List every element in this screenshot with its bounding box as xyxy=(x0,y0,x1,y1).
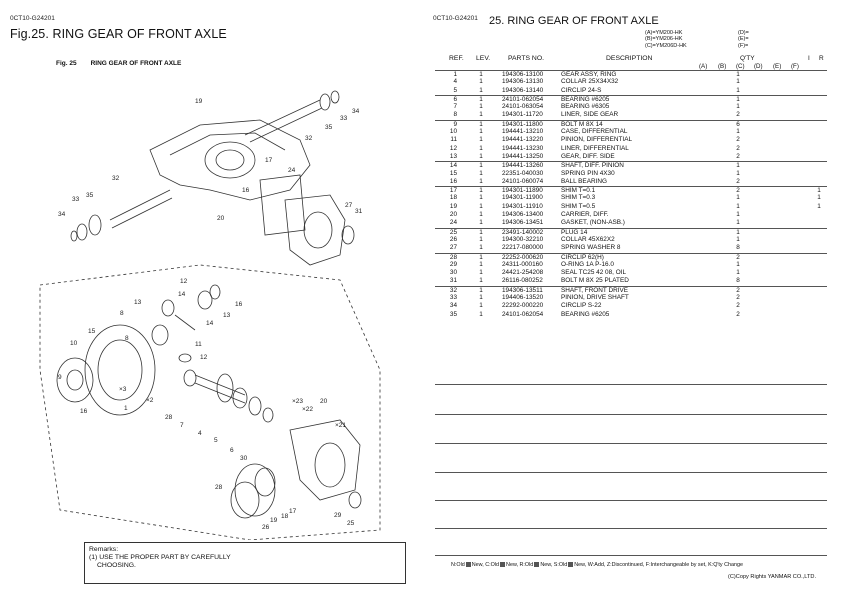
callout-label: 30 xyxy=(240,455,248,462)
callout-label: 34 xyxy=(352,108,360,115)
cell-desc: PINION, DRIVE SHAFT xyxy=(561,294,629,302)
cell-lev: 1 xyxy=(479,78,483,86)
cell-desc: PINION, DIFFERENTIAL xyxy=(561,136,633,144)
cell-pn: 194306-13511 xyxy=(502,286,543,294)
cell-pn: 194306-13130 xyxy=(502,78,544,86)
callout-label: 12 xyxy=(180,278,188,285)
old-new-icon xyxy=(568,562,573,567)
table-row xyxy=(435,87,827,95)
qty-col-a: (A) xyxy=(699,63,708,70)
callout-label: ×21 xyxy=(335,422,347,429)
callout-label: 20 xyxy=(217,215,225,222)
variant: (A)=YM200-HK xyxy=(645,30,683,36)
cell-lev: 1 xyxy=(479,286,483,294)
callout-label: ×22 xyxy=(302,406,314,413)
ring-gear xyxy=(85,325,155,415)
cell-desc: BOLT M 8X 25 PLATED xyxy=(561,277,629,285)
cell-ref: 7 xyxy=(453,103,457,111)
cell-qty: 1 xyxy=(736,219,740,227)
figure-caption-text: RING GEAR OF FRONT AXLE xyxy=(90,60,182,67)
cell-qty: 8 xyxy=(736,244,740,252)
cell-lev: 1 xyxy=(479,136,483,144)
table-row xyxy=(435,128,827,136)
table-row xyxy=(435,186,827,194)
cell-ref: 26 xyxy=(449,235,457,243)
cell-lev: 1 xyxy=(479,235,483,243)
cell-lev: 1 xyxy=(479,269,483,277)
callout-label: 24 xyxy=(288,167,296,174)
variant: (D)= xyxy=(738,30,749,36)
callout-label: ×2 xyxy=(146,397,154,404)
cell-desc: SHIM T=0.3 xyxy=(561,194,596,202)
callout-label: 9 xyxy=(58,374,62,381)
cell-qty: 1 xyxy=(736,260,740,268)
col-header-description: DESCRIPTION xyxy=(606,55,653,62)
cell-lev: 1 xyxy=(479,294,483,302)
table-row xyxy=(435,294,827,302)
cell-qty: 2 xyxy=(736,286,740,294)
cell-desc: GEAR, DIFF. SIDE xyxy=(561,152,615,160)
variant: (C)=YM206D-HK xyxy=(645,42,687,49)
callout-label: 25 xyxy=(347,520,355,527)
cell-qty: 2 xyxy=(736,177,740,185)
cell-desc: SPRING PIN 4X30 xyxy=(561,169,615,177)
table-row xyxy=(435,103,827,111)
cell-pn: 194441-13230 xyxy=(502,144,544,152)
old-new-icon xyxy=(534,562,539,567)
col-header-lev: LEV. xyxy=(476,55,491,62)
remarks-title: Remarks: xyxy=(89,546,119,553)
cell-pn: 24101-062054 xyxy=(502,95,544,103)
cell-lev: 1 xyxy=(479,310,483,318)
cell-lev: 1 xyxy=(479,253,483,261)
callout-label: 16 xyxy=(235,301,243,308)
cell-qty: 1 xyxy=(736,71,740,78)
cell-pn: 194300-32210 xyxy=(502,235,544,243)
callout-label: 6 xyxy=(230,447,234,454)
callout-label: 17 xyxy=(289,508,297,515)
blank-row-line xyxy=(435,472,827,473)
table-row xyxy=(435,203,827,211)
cell-pn: 22292-000220 xyxy=(502,302,544,310)
table-row xyxy=(435,78,827,86)
cell-pn: 22252-000620 xyxy=(502,253,544,261)
col-header-parts-no: PARTS NO. xyxy=(508,55,545,62)
cell-qty: 2 xyxy=(736,136,740,144)
callout-label: 35 xyxy=(86,192,94,199)
cell-ref: 4 xyxy=(453,78,457,86)
cell-qty: 1 xyxy=(736,78,740,86)
cell-r: 1 xyxy=(817,194,821,202)
callout-label: ×23 xyxy=(292,398,304,405)
blank-row-line xyxy=(435,443,827,444)
callout-label: 7 xyxy=(180,422,184,429)
doc-code: 0CT10-G24201 xyxy=(10,15,55,22)
callout-label: 13 xyxy=(223,312,231,319)
cell-ref: 35 xyxy=(449,310,457,318)
cell-lev: 1 xyxy=(479,194,483,202)
cell-desc: BEARING #6205 xyxy=(561,95,610,103)
cell-desc: SHAFT, DIFF. PINION xyxy=(561,162,624,170)
diff-carrier xyxy=(285,195,345,265)
callout-label: 33 xyxy=(340,115,348,122)
cell-qty: 1 xyxy=(736,169,740,177)
cell-pn: 194441-13210 xyxy=(502,128,544,136)
page-title: 25. RING GEAR OF FRONT AXLE xyxy=(489,15,659,27)
legend-part: New, R:Old xyxy=(506,562,534,568)
table-row xyxy=(435,211,827,219)
table-row xyxy=(435,194,827,202)
cell-qty: 1 xyxy=(736,128,740,136)
parts-table xyxy=(435,70,827,319)
cell-pn: 194301-11800 xyxy=(502,120,543,128)
cell-ref: 25 xyxy=(449,228,457,236)
cell-qty: 2 xyxy=(736,310,740,318)
cell-ref: 28 xyxy=(449,253,457,261)
cell-lev: 1 xyxy=(479,86,483,94)
cell-pn: 194306-13400 xyxy=(502,211,544,219)
cell-ref: 34 xyxy=(449,302,457,310)
cell-desc: COLLAR 25X34X32 xyxy=(561,78,619,86)
cell-ref: 13 xyxy=(449,152,457,160)
callout-label: 27 xyxy=(345,202,353,209)
cell-r: 1 xyxy=(817,187,821,195)
cell-pn: 24101-060074 xyxy=(502,177,544,185)
table-row xyxy=(435,236,827,244)
cell-qty: 6 xyxy=(736,120,740,128)
cell-qty: 1 xyxy=(736,235,740,243)
callout-label: 15 xyxy=(88,328,96,335)
blank-row-line xyxy=(435,555,827,556)
remarks-line: (1) USE THE PROPER PART BY CAREFULLY xyxy=(89,554,231,561)
cell-lev: 1 xyxy=(479,120,483,128)
cell-ref: 9 xyxy=(453,120,457,128)
cell-ref: 5 xyxy=(453,86,457,94)
old-new-icon xyxy=(466,562,471,567)
cell-qty: 2 xyxy=(736,111,740,119)
callout-label: 5 xyxy=(214,437,218,444)
cell-desc: LINER, SIDE GEAR xyxy=(561,111,619,119)
callout-label: 12 xyxy=(200,354,208,361)
cell-lev: 1 xyxy=(479,219,483,227)
cell-qty: 2 xyxy=(736,144,740,152)
cell-qty: 2 xyxy=(736,294,740,302)
qty-col-e: (E) xyxy=(773,63,782,70)
cell-desc: PLUG 14 xyxy=(561,228,588,236)
cell-ref: 20 xyxy=(449,211,457,219)
table-row xyxy=(435,261,827,269)
remarks-line: CHOOSING. xyxy=(97,562,136,569)
qty-col-d: (D) xyxy=(754,63,763,70)
cell-desc: BEARING #6205 xyxy=(561,310,610,318)
callout-label: 1 xyxy=(124,405,128,412)
cell-ref: 11 xyxy=(450,136,457,144)
cell-desc: CIRCLIP S-22 xyxy=(561,302,602,310)
cell-lev: 1 xyxy=(479,177,483,185)
figure-number: Fig. 25 xyxy=(56,60,77,67)
callout-label: 35 xyxy=(325,124,333,131)
cell-qty: 1 xyxy=(736,194,740,202)
cell-ref: 30 xyxy=(449,269,457,277)
legend-part: New, S:Old xyxy=(540,562,568,568)
cell-desc: O-RING 1A P-16.0 xyxy=(561,260,614,268)
cell-qty: 2 xyxy=(736,302,740,310)
callout-label: 32 xyxy=(305,135,313,142)
table-row xyxy=(435,120,827,128)
cell-lev: 1 xyxy=(479,202,483,210)
cell-r: 1 xyxy=(817,202,821,210)
cell-lev: 1 xyxy=(479,103,483,111)
cell-lev: 1 xyxy=(479,260,483,268)
cell-ref: 10 xyxy=(449,128,457,136)
col-header-i: I xyxy=(808,55,810,62)
model-variants xyxy=(645,30,687,49)
cell-desc: BEARING #6305 xyxy=(561,103,610,111)
cell-desc: SPRING WASHER 8 xyxy=(561,244,621,252)
cell-ref: 29 xyxy=(449,260,457,268)
cell-pn: 24101-063054 xyxy=(502,103,544,111)
cell-desc: CASE, DIFFERENTIAL xyxy=(561,128,628,136)
table-row xyxy=(435,244,827,252)
cell-desc: LINER, DIFFERENTIAL xyxy=(561,144,629,152)
qty-col-c: (C) xyxy=(736,63,745,70)
cell-desc: SHIM T=0.1 xyxy=(561,187,596,195)
callout-label: 10 xyxy=(70,340,78,347)
cell-pn: 194406-13520 xyxy=(502,294,544,302)
cell-desc: CIRCLIP 62(H) xyxy=(561,253,604,261)
callout-label: 18 xyxy=(281,513,289,520)
cell-ref: 1 xyxy=(453,71,457,78)
cell-pn: 194301-11900 xyxy=(502,194,543,202)
variant: (B)=YM206-HK xyxy=(645,36,683,43)
cell-qty: 1 xyxy=(736,86,740,94)
right-page xyxy=(421,0,842,596)
gasket xyxy=(260,175,305,235)
callout-label: 13 xyxy=(134,299,142,306)
cell-pn: 24311-000160 xyxy=(502,260,543,268)
cell-lev: 1 xyxy=(479,128,483,136)
figure-caption xyxy=(56,60,181,67)
legend-part: N:Old xyxy=(451,562,465,568)
cell-lev: 1 xyxy=(479,162,483,170)
cell-ref: 8 xyxy=(453,111,457,119)
table-row xyxy=(435,277,827,285)
callout-label: 26 xyxy=(262,524,270,531)
cell-desc: BALL BEARING xyxy=(561,177,607,185)
qty-col-b: (B) xyxy=(718,63,727,70)
cell-ref: 16 xyxy=(449,177,457,185)
cell-qty: 1 xyxy=(736,269,740,277)
cell-pn: 194301-11890 xyxy=(502,187,543,195)
callout-label: 29 xyxy=(334,512,342,519)
table-row xyxy=(435,153,827,161)
cell-qty: 2 xyxy=(736,152,740,160)
table-row xyxy=(435,219,827,227)
callout-label: 11 xyxy=(195,341,202,348)
cell-pn: 26116-080252 xyxy=(502,277,543,285)
cell-qty: 1 xyxy=(736,228,740,236)
callout-label: 31 xyxy=(355,208,363,215)
axle-housing xyxy=(150,120,310,200)
blank-row-line xyxy=(435,414,827,415)
qty-col-f: (F) xyxy=(791,63,799,70)
cell-ref: 15 xyxy=(449,169,457,177)
callout-label: 34 xyxy=(58,211,66,218)
cell-desc: COLLAR 45X62X2 xyxy=(561,235,615,243)
cell-lev: 1 xyxy=(479,228,483,236)
cell-desc: GEAR ASSY, RING xyxy=(561,71,617,78)
cell-desc: SEAL TC25 42 08, OIL xyxy=(561,269,627,277)
cell-ref: 14 xyxy=(449,162,457,170)
callout-label: 16 xyxy=(80,408,88,415)
table-row xyxy=(435,161,827,169)
table-row xyxy=(435,228,827,236)
col-header-qty: Q'TY xyxy=(740,55,755,62)
table-row xyxy=(435,269,827,277)
cell-ref: 24 xyxy=(449,219,457,227)
old-new-icon xyxy=(500,562,505,567)
figure-title: Fig.25. RING GEAR OF FRONT AXLE xyxy=(10,27,227,41)
callout-label: 33 xyxy=(72,196,80,203)
cell-desc: SHAFT, FRONT DRIVE xyxy=(561,286,628,294)
table-row xyxy=(435,170,827,178)
callout-label: 28 xyxy=(215,484,223,491)
cell-pn: 194306-13100 xyxy=(502,71,544,78)
callout-label: 4 xyxy=(198,430,202,437)
callout-label: 16 xyxy=(242,187,250,194)
col-header-r: R xyxy=(819,55,824,62)
cell-pn: 194306-13140 xyxy=(502,86,544,94)
model-variants-extra xyxy=(738,30,749,49)
callout-label: 14 xyxy=(178,291,186,298)
cell-pn: 194441-13250 xyxy=(502,152,544,160)
cell-lev: 1 xyxy=(479,211,483,219)
cell-desc: CARRIER, DIFF. xyxy=(561,211,609,219)
cell-qty: 1 xyxy=(736,95,740,103)
cell-lev: 1 xyxy=(479,169,483,177)
cell-ref: 6 xyxy=(453,95,457,103)
cell-lev: 1 xyxy=(479,95,483,103)
cell-pn: 194441-13220 xyxy=(502,136,544,144)
cell-desc: BOLT M 8X 14 xyxy=(561,120,603,128)
cell-lev: 1 xyxy=(479,144,483,152)
cell-ref: 12 xyxy=(449,144,457,152)
cell-pn: 24421-254208 xyxy=(502,269,544,277)
cell-ref: 19 xyxy=(449,202,457,210)
cell-lev: 1 xyxy=(479,302,483,310)
cell-lev: 1 xyxy=(479,277,483,285)
cell-qty: 2 xyxy=(736,253,740,261)
cell-pn: 24101-062054 xyxy=(502,310,544,318)
copyright: (C)Copy Rights YANMAR CO.,LTD. xyxy=(728,574,816,580)
callout-label: ×3 xyxy=(119,386,127,393)
table-row xyxy=(435,111,827,119)
cell-desc: GASKET, (NON-ASB.) xyxy=(561,219,625,227)
cell-ref: 18 xyxy=(449,194,457,202)
table-row xyxy=(435,253,827,261)
blank-row-line xyxy=(435,384,827,385)
cell-ref: 33 xyxy=(449,294,457,302)
cell-ref: 27 xyxy=(449,244,457,252)
cell-qty: 8 xyxy=(736,277,740,285)
cell-desc: CIRCLIP 24-S xyxy=(561,86,602,94)
table-row xyxy=(435,95,827,103)
blank-row-line xyxy=(435,500,827,501)
callout-label: 19 xyxy=(270,517,278,524)
callout-label: 14 xyxy=(206,320,214,327)
table-row xyxy=(435,311,827,319)
cell-lev: 1 xyxy=(479,244,483,252)
cell-qty: 1 xyxy=(736,162,740,170)
callout-label: 19 xyxy=(195,98,203,105)
col-header-ref: REF. xyxy=(449,55,464,62)
cell-ref: 17 xyxy=(449,187,457,195)
table-row xyxy=(435,178,827,186)
table-row xyxy=(435,286,827,294)
callout-label: 8 xyxy=(125,335,129,342)
table-row xyxy=(435,145,827,153)
cell-pn: 194306-13451 xyxy=(502,219,544,227)
blank-row-line xyxy=(435,528,827,529)
cell-pn: 22351-040030 xyxy=(502,169,544,177)
table-row xyxy=(435,136,827,144)
variant: (F)= xyxy=(738,42,749,49)
remarks-box xyxy=(84,542,406,584)
table-row xyxy=(435,302,827,310)
exploded-parts-diagram xyxy=(0,70,421,540)
cell-ref: 32 xyxy=(449,286,457,294)
cell-pn: 194301-11720 xyxy=(502,111,543,119)
legend-part: New, W:Add, Z:Discontinued, F:Interchangeable by set, K:Q'ty Change xyxy=(574,562,744,568)
cell-lev: 1 xyxy=(479,187,483,195)
callout-label: 20 xyxy=(320,398,328,405)
doc-code: 0CT10-G24201 xyxy=(433,15,478,22)
cell-pn: 22217-080000 xyxy=(502,244,544,252)
callout-label: 8 xyxy=(120,310,124,317)
cell-qty: 1 xyxy=(736,202,740,210)
cell-qty: 1 xyxy=(736,103,740,111)
legend xyxy=(451,562,743,568)
front-drive-shaft-left xyxy=(110,190,172,228)
cell-pn: 23491-140002 xyxy=(502,228,544,236)
callout-label: 17 xyxy=(265,157,273,164)
cell-pn: 194441-13260 xyxy=(502,162,544,170)
callout-label: 28 xyxy=(165,414,173,421)
cell-desc: SHIM T=0.5 xyxy=(561,202,596,210)
cell-lev: 1 xyxy=(479,71,483,78)
cell-lev: 1 xyxy=(479,152,483,160)
legend-part: New, C:Old xyxy=(471,562,500,568)
cell-qty: 1 xyxy=(736,211,740,219)
callout-label: 32 xyxy=(112,175,120,182)
cell-qty: 2 xyxy=(736,187,740,195)
table-row xyxy=(435,70,827,78)
variant: (E)= xyxy=(738,36,749,43)
cell-ref: 31 xyxy=(449,277,457,285)
cell-pn: 194301-11910 xyxy=(502,202,543,210)
cell-lev: 1 xyxy=(479,111,483,119)
